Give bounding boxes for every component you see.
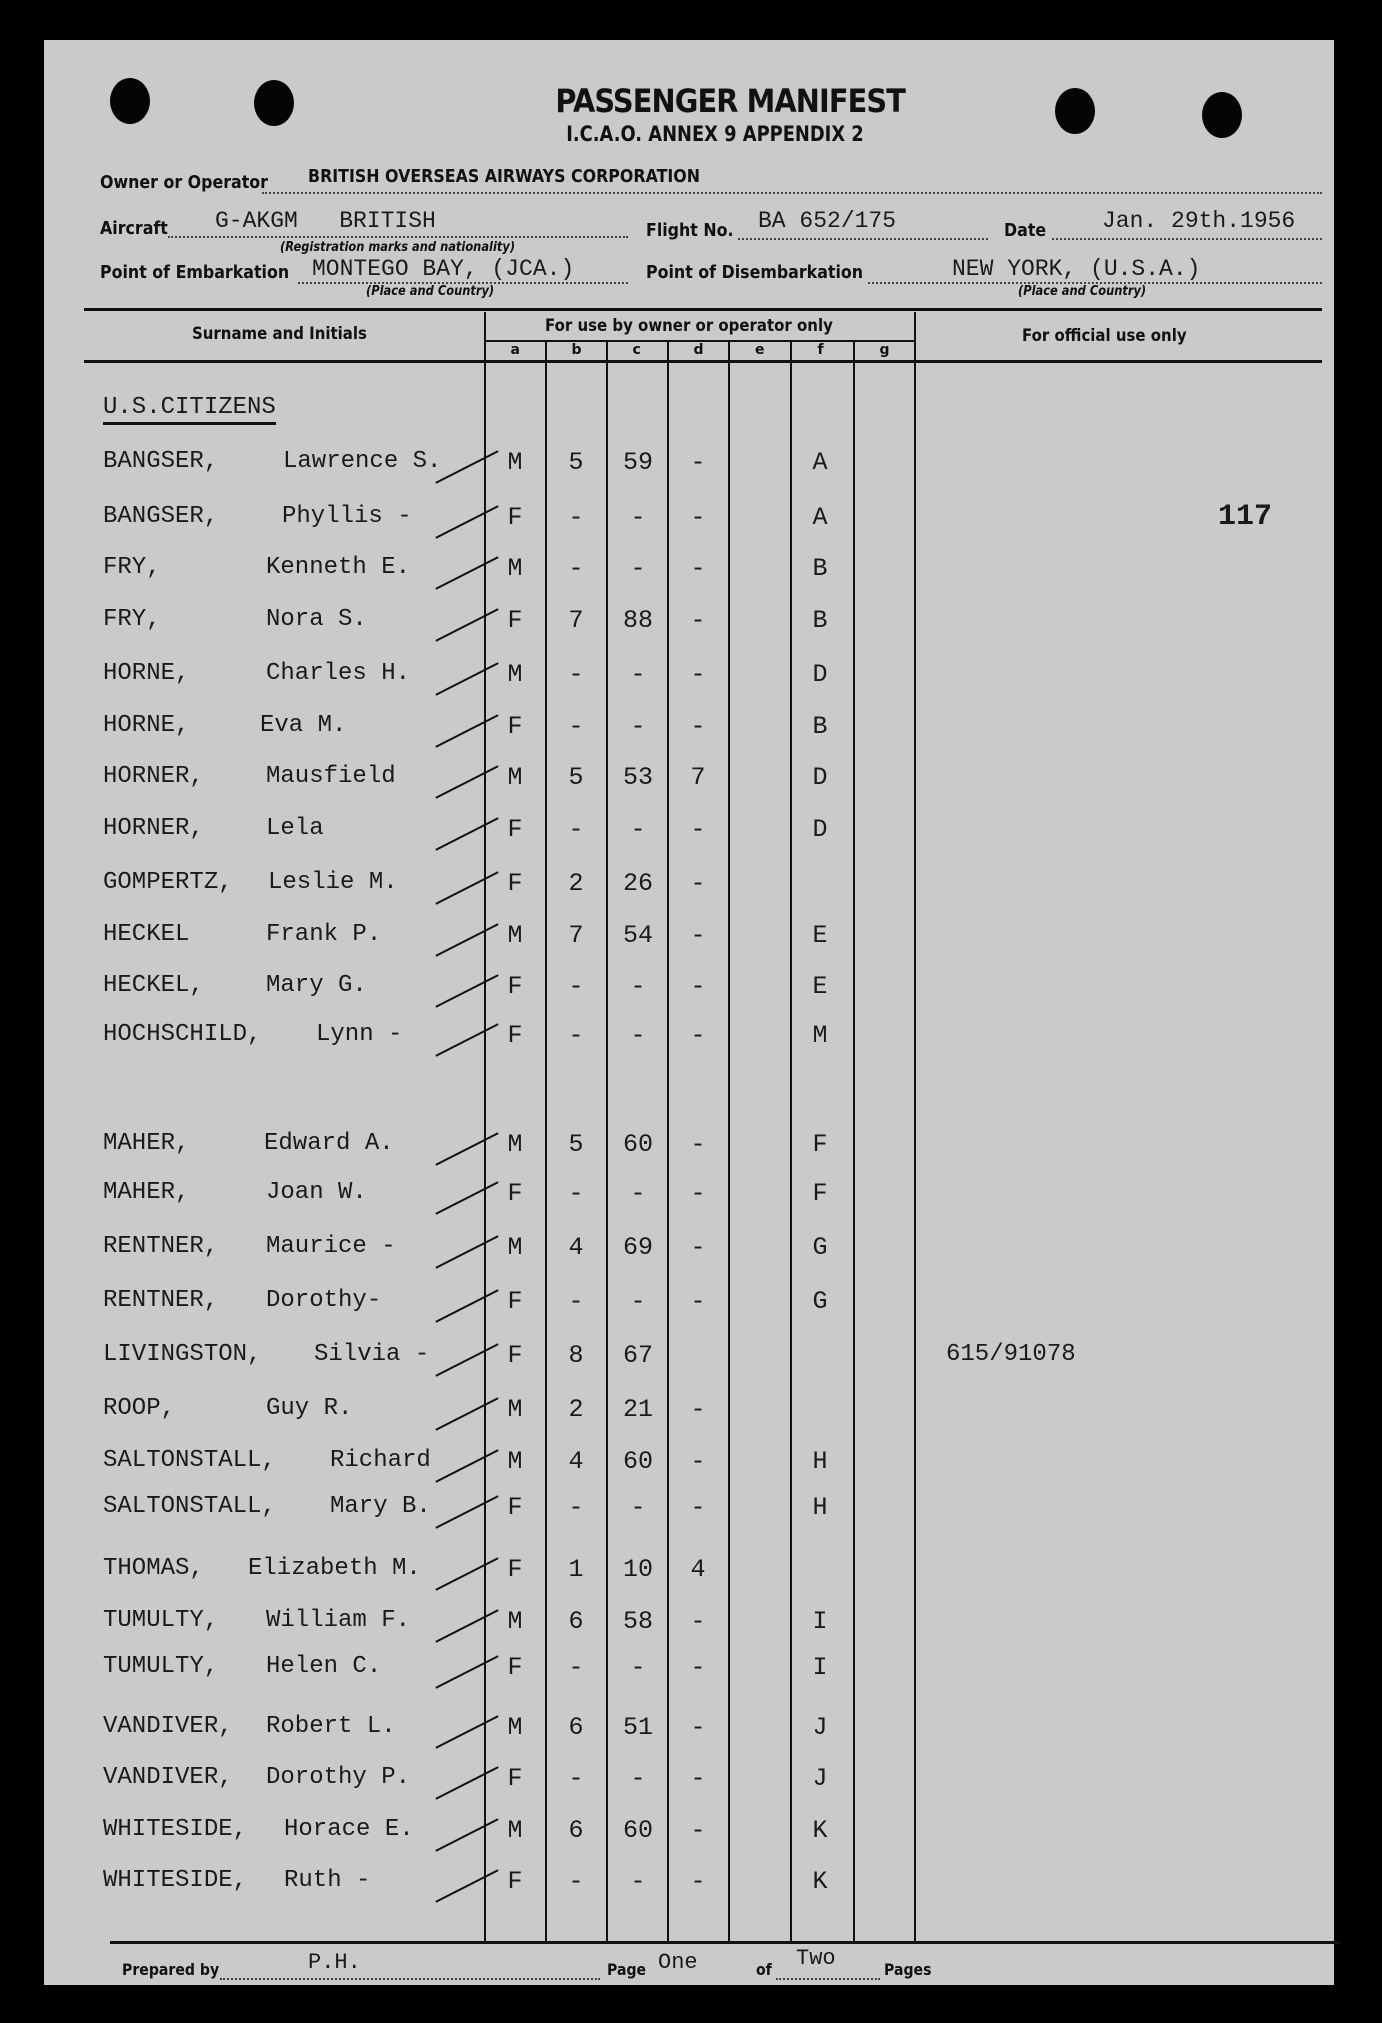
cell-f: F	[812, 1130, 828, 1159]
cell-b: 6	[568, 1816, 584, 1845]
cell-c: 60	[622, 1816, 654, 1845]
punch-hole	[110, 78, 150, 124]
subcolumn-letter-b: b	[571, 342, 582, 358]
passenger-surname: RENTNER,	[103, 1233, 219, 1260]
cell-b: -	[568, 1867, 584, 1896]
cell-c: 21	[622, 1395, 654, 1424]
passenger-surname: FRY,	[103, 554, 161, 581]
page-value: One	[658, 1950, 698, 1975]
cell-c: 69	[622, 1233, 654, 1262]
cell-a: F	[507, 972, 523, 1001]
cell-c: -	[630, 1493, 646, 1522]
table-top-rule	[84, 308, 1322, 311]
cell-a: M	[507, 1130, 523, 1159]
passenger-surname: HORNE,	[103, 712, 190, 739]
aircraft-value: G-AKGM BRITISH	[215, 208, 436, 234]
passenger-given-name: William F.	[266, 1607, 411, 1634]
aircraft-dotted-line	[168, 236, 628, 238]
cell-b: -	[568, 660, 584, 689]
passenger-surname: MAHER,	[103, 1130, 190, 1157]
cell-b: 4	[568, 1447, 584, 1476]
cell-b: 7	[568, 606, 584, 635]
cell-a: M	[507, 763, 523, 792]
cell-c: 51	[622, 1713, 654, 1742]
passenger-surname: WHITESIDE,	[103, 1816, 248, 1843]
flight-dotted-line	[738, 238, 988, 240]
cell-f: G	[812, 1287, 828, 1316]
table-bottom-rule	[110, 1941, 1340, 1944]
cell-a: F	[507, 1179, 523, 1208]
cell-f: E	[812, 921, 828, 950]
cell-d: -	[690, 1816, 706, 1845]
passenger-given-name: Dorothy-	[266, 1287, 382, 1314]
cell-f: K	[812, 1867, 828, 1896]
cell-a: F	[507, 1555, 523, 1584]
cell-d: -	[690, 1447, 706, 1476]
passenger-surname: LIVINGSTON,	[103, 1341, 262, 1368]
cell-b: 4	[568, 1233, 584, 1262]
punch-hole	[254, 80, 294, 126]
date-label: Date	[1004, 220, 1047, 241]
of-dotted-line	[776, 1978, 880, 1980]
passenger-given-name: Silvia -	[314, 1341, 430, 1368]
page-label: Page	[607, 1960, 647, 1979]
cell-d: -	[690, 815, 706, 844]
passenger-given-name: Elizabeth M.	[248, 1555, 421, 1582]
cell-b: -	[568, 1764, 584, 1793]
passenger-surname: TUMULTY,	[103, 1607, 219, 1634]
cell-f: F	[812, 1179, 828, 1208]
passenger-given-name: Maurice -	[266, 1233, 396, 1260]
subcolumn-letter-e: e	[755, 342, 765, 358]
passenger-surname: BANGSER,	[103, 503, 219, 530]
cell-a: F	[507, 869, 523, 898]
passenger-given-name: Nora S.	[266, 606, 367, 633]
of-value: Two	[796, 1946, 836, 1971]
flight-label: Flight No.	[646, 220, 734, 241]
passenger-surname: SALTONSTALL,	[103, 1493, 276, 1520]
passenger-given-name: Mary B.	[330, 1493, 431, 1520]
header-bottom-rule	[84, 360, 1322, 363]
cell-c: -	[630, 1021, 646, 1050]
cell-d: -	[690, 712, 706, 741]
cell-d: -	[690, 1021, 706, 1050]
cell-f: M	[812, 1021, 828, 1050]
owner-dotted-line	[262, 192, 1322, 194]
prepared-value: P.H.	[308, 1950, 361, 1975]
cell-d: 4	[690, 1555, 706, 1584]
passenger-given-name: Lela	[266, 815, 324, 842]
date-dotted-line	[1052, 238, 1322, 240]
cell-c: 53	[622, 763, 654, 792]
cell-a: F	[507, 1341, 523, 1370]
passenger-given-name: Mary G.	[266, 972, 367, 999]
subcolumn-letter-c: c	[632, 342, 641, 358]
prepared-dotted-line	[220, 1978, 600, 1980]
passenger-given-name: Joan W.	[266, 1179, 367, 1206]
punch-hole	[1202, 92, 1242, 138]
cell-f: I	[812, 1653, 828, 1682]
cell-a: M	[507, 1607, 523, 1636]
cell-a: F	[507, 1653, 523, 1682]
cell-c: 60	[622, 1130, 654, 1159]
cell-c: -	[630, 1653, 646, 1682]
cell-b: 5	[568, 763, 584, 792]
cell-d: -	[690, 606, 706, 635]
cell-d: -	[690, 1130, 706, 1159]
cell-c: -	[630, 815, 646, 844]
cell-b: -	[568, 1287, 584, 1316]
cell-f: I	[812, 1607, 828, 1636]
cell-a: F	[507, 1021, 523, 1050]
cell-a: M	[507, 1816, 523, 1845]
cell-c: 67	[622, 1341, 654, 1370]
cell-c: 59	[622, 448, 654, 477]
cell-c: -	[630, 1867, 646, 1896]
cell-d: -	[690, 1764, 706, 1793]
cell-d: -	[690, 1179, 706, 1208]
column-divider	[606, 342, 608, 1942]
column-divider	[728, 342, 730, 1942]
cell-a: M	[507, 660, 523, 689]
passenger-surname: THOMAS,	[103, 1555, 204, 1582]
passenger-given-name: Mausfield	[266, 763, 396, 790]
flight-value: BA 652/175	[758, 208, 897, 234]
embarkation-label: Point of Embarkation	[100, 262, 290, 283]
passenger-given-name: Helen C.	[266, 1653, 382, 1680]
cell-b: 5	[568, 1130, 584, 1159]
cell-c: -	[630, 554, 646, 583]
cell-f: J	[812, 1713, 828, 1742]
cell-d: -	[690, 554, 706, 583]
prepared-label: Prepared by	[122, 1960, 220, 1979]
document-subtitle: I.C.A.O. ANNEX 9 APPENDIX 2	[566, 122, 864, 146]
passenger-surname: WHITESIDE,	[103, 1867, 248, 1894]
cell-f: G	[812, 1233, 828, 1262]
cell-a: F	[507, 712, 523, 741]
passenger-given-name: Edward A.	[264, 1130, 394, 1157]
column-divider	[484, 312, 486, 1942]
cell-a: M	[507, 554, 523, 583]
cell-b: -	[568, 554, 584, 583]
cell-d: -	[690, 869, 706, 898]
cell-f: D	[812, 815, 828, 844]
cell-a: M	[507, 448, 523, 477]
col-owner-header: For use by owner or operator only	[545, 316, 833, 336]
column-divider	[914, 312, 916, 1942]
aircraft-label: Aircraft	[100, 218, 168, 239]
cell-f: D	[812, 660, 828, 689]
passenger-surname: VANDIVER,	[103, 1713, 233, 1740]
disembarkation-label: Point of Disembarkation	[646, 262, 864, 283]
passenger-surname: VANDIVER,	[103, 1764, 233, 1791]
passenger-given-name: Ruth -	[284, 1867, 371, 1894]
document-title: PASSENGER MANIFEST	[555, 82, 905, 120]
passenger-given-name: Phyllis -	[282, 503, 412, 530]
cell-b: -	[568, 712, 584, 741]
cell-c: -	[630, 503, 646, 532]
cell-a: M	[507, 1713, 523, 1742]
passenger-surname: GOMPERTZ,	[103, 869, 233, 896]
cell-d: -	[690, 972, 706, 1001]
passenger-given-name: Lynn -	[316, 1021, 403, 1048]
section-heading: U.S.CITIZENS	[103, 394, 276, 425]
column-divider	[545, 342, 547, 1942]
cell-f: B	[812, 554, 828, 583]
cell-d: -	[690, 1233, 706, 1262]
cell-a: F	[507, 1493, 523, 1522]
cell-d: -	[690, 1287, 706, 1316]
cell-b: -	[568, 815, 584, 844]
cell-d: -	[690, 1493, 706, 1522]
cell-f: E	[812, 972, 828, 1001]
passenger-given-name: Robert L.	[266, 1713, 396, 1740]
cell-b: 2	[568, 1395, 584, 1424]
cell-f: H	[812, 1447, 828, 1476]
cell-d: -	[690, 921, 706, 950]
passenger-given-name: Leslie M.	[268, 869, 398, 896]
owner-value: BRITISH OVERSEAS AIRWAYS CORPORATION	[308, 166, 701, 187]
column-divider	[790, 342, 792, 1942]
column-divider	[853, 342, 855, 1942]
cell-b: -	[568, 972, 584, 1001]
cell-b: -	[568, 1179, 584, 1208]
subcolumn-letter-d: d	[693, 342, 704, 358]
cell-b: 8	[568, 1341, 584, 1370]
passenger-given-name: Kenneth E.	[266, 554, 411, 581]
cell-b: 6	[568, 1607, 584, 1636]
subcolumn-letter-a: a	[510, 342, 520, 358]
column-divider	[667, 342, 669, 1942]
cell-a: M	[507, 921, 523, 950]
cell-a: M	[507, 1233, 523, 1262]
col-surname-header: Surname and Initials	[192, 324, 367, 344]
subcolumn-letter-f: f	[817, 342, 824, 358]
cell-d: -	[690, 1395, 706, 1424]
cell-d: -	[690, 1867, 706, 1896]
official-reference: 615/91078	[946, 1341, 1076, 1368]
cell-c: -	[630, 712, 646, 741]
of-label: of	[756, 1960, 772, 1979]
passenger-given-name: Charles H.	[266, 660, 411, 687]
cell-a: M	[507, 1395, 523, 1424]
cell-b: 6	[568, 1713, 584, 1742]
cell-f: B	[812, 606, 828, 635]
cell-f: A	[812, 448, 828, 477]
cell-f: K	[812, 1816, 828, 1845]
passenger-surname: HECKEL,	[103, 972, 204, 999]
disembarkation-value: NEW YORK, (U.S.A.)	[952, 256, 1201, 282]
aircraft-note: (Registration marks and nationality)	[280, 240, 516, 255]
cell-d: -	[690, 448, 706, 477]
cell-c: -	[630, 1179, 646, 1208]
cell-a: F	[507, 503, 523, 532]
cell-c: 60	[622, 1447, 654, 1476]
cell-a: F	[507, 606, 523, 635]
passenger-surname: SALTONSTALL,	[103, 1447, 276, 1474]
subcolumn-letter-g: g	[879, 342, 890, 358]
cell-b: -	[568, 1021, 584, 1050]
cell-c: 54	[622, 921, 654, 950]
passenger-given-name: Horace E.	[284, 1816, 414, 1843]
passenger-surname: TUMULTY,	[103, 1653, 219, 1680]
passenger-surname: HORNE,	[103, 660, 190, 687]
pages-label: Pages	[884, 1960, 932, 1979]
cell-a: F	[507, 1867, 523, 1896]
cell-b: 7	[568, 921, 584, 950]
passenger-surname: HECKEL	[103, 921, 190, 948]
punch-hole	[1055, 88, 1095, 134]
cell-b: -	[568, 503, 584, 532]
cell-f: A	[812, 503, 828, 532]
cell-c: -	[630, 972, 646, 1001]
passenger-surname: HOCHSCHILD,	[103, 1021, 262, 1048]
col-official-header: For official use only	[1022, 326, 1187, 346]
cell-d: 7	[690, 763, 706, 792]
official-number: 117	[1218, 500, 1273, 534]
cell-d: -	[690, 1653, 706, 1682]
embarkation-value: MONTEGO BAY, (JCA.)	[312, 256, 575, 282]
cell-c: 26	[622, 869, 654, 898]
cell-a: F	[507, 1764, 523, 1793]
cell-d: -	[690, 1713, 706, 1742]
cell-b: 5	[568, 448, 584, 477]
cell-c: 10	[622, 1555, 654, 1584]
passenger-given-name: Guy R.	[266, 1395, 353, 1422]
cell-a: M	[507, 1447, 523, 1476]
passenger-surname: RENTNER,	[103, 1287, 219, 1314]
owner-label: Owner or Operator	[100, 172, 268, 193]
cell-d: -	[690, 660, 706, 689]
cell-c: -	[630, 660, 646, 689]
cell-b: -	[568, 1493, 584, 1522]
cell-f: H	[812, 1493, 828, 1522]
cell-f: J	[812, 1764, 828, 1793]
cell-b: -	[568, 1653, 584, 1682]
cell-f: B	[812, 712, 828, 741]
embarkation-note: (Place and Country)	[366, 284, 495, 299]
passenger-surname: HORNER,	[103, 815, 204, 842]
passenger-surname: HORNER,	[103, 763, 204, 790]
cell-c: 58	[622, 1607, 654, 1636]
passenger-surname: ROOP,	[103, 1395, 176, 1422]
cell-b: 1	[568, 1555, 584, 1584]
passenger-given-name: Lawrence S.	[283, 448, 442, 475]
cell-b: 2	[568, 869, 584, 898]
passenger-given-name: Eva M.	[260, 712, 347, 739]
disembarkation-note: (Place and Country)	[1018, 284, 1147, 299]
cell-d: -	[690, 1607, 706, 1636]
passenger-surname: BANGSER,	[103, 448, 219, 475]
date-value: Jan. 29th.1956	[1102, 208, 1296, 234]
cell-c: 88	[622, 606, 654, 635]
cell-f: D	[812, 763, 828, 792]
passenger-given-name: Richard	[330, 1447, 431, 1474]
passenger-surname: MAHER,	[103, 1179, 190, 1206]
cell-c: -	[630, 1287, 646, 1316]
cell-a: F	[507, 815, 523, 844]
passenger-given-name: Frank P.	[266, 921, 382, 948]
passenger-surname: FRY,	[103, 606, 161, 633]
cell-d: -	[690, 503, 706, 532]
cell-a: F	[507, 1287, 523, 1316]
cell-c: -	[630, 1764, 646, 1793]
passenger-given-name: Dorothy P.	[266, 1764, 411, 1791]
